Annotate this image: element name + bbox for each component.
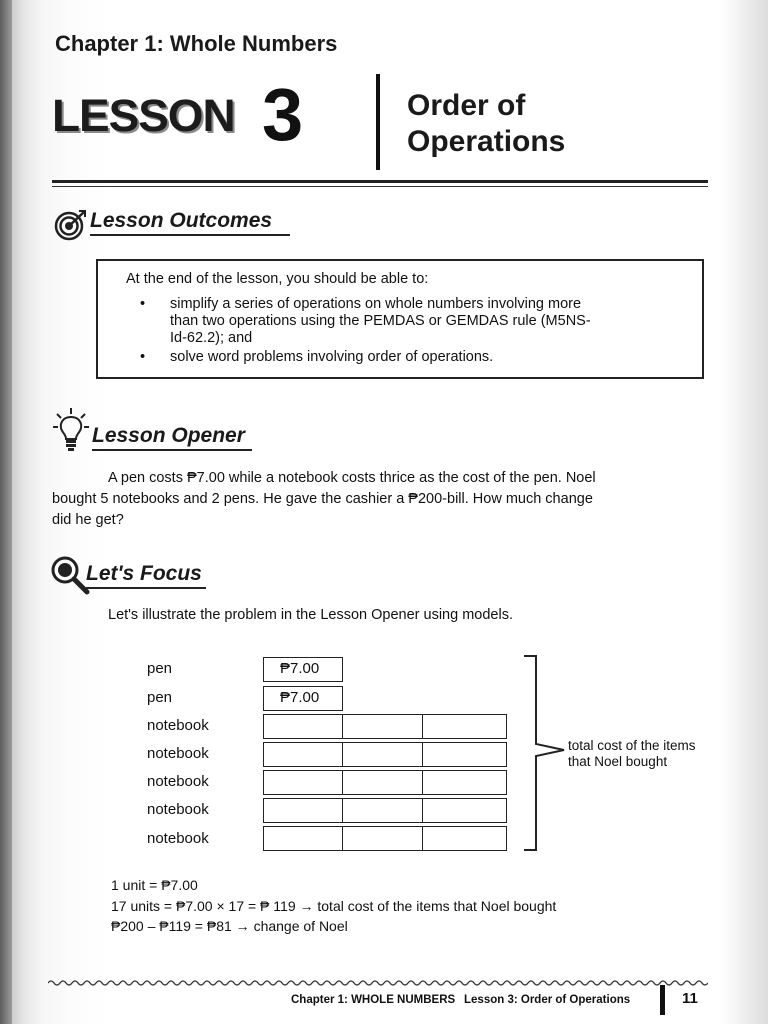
footer-wave-rule [48,978,708,988]
outcome-line: Id-62.2); and [170,330,253,346]
unit-box [263,826,343,851]
model-label: notebook [147,745,209,762]
unit-value: ₱7.00 [280,689,320,706]
page-number: 11 [682,990,698,1007]
outcome-item-text [170,296,690,347]
unit-box [263,798,343,823]
footer-lesson: Lesson 3: Order of Operations [464,994,631,1006]
unit-box [342,798,423,823]
lesson-number: 3 [262,73,304,156]
outcome-line: solve word problems involving order of operations. [170,349,494,365]
outcome-line: than two operations using the PEMDAS or GEMDAS rule (M5NS- [170,313,591,329]
unit-box [263,714,343,739]
brace-note: total cost of the items that Noel bought [568,738,696,769]
focus-heading: Let's Focus [86,562,206,589]
focus-intro: Let's illustrate the problem in the Lesson Opener using models. [108,607,513,623]
lesson-title-line2: Operations [407,125,566,158]
unit-box [342,826,423,851]
unit-box [342,770,423,795]
lightbulb-icon [52,406,90,452]
opener-line: bought 5 notebooks and 2 pens. He gave the cashier a ₱200-bill. How much change [52,491,593,507]
unit-box [342,742,423,767]
opener-text [52,468,706,531]
lesson-label: LESSON [52,90,235,141]
outcome-line: simplify a series of operations on whole numbers involving more [170,296,582,312]
outcomes-intro: At the end of the lesson, you should be able to: [126,271,429,287]
model-label: notebook [147,773,209,790]
calc-line: 17 units = ₱7.00 × 17 = ₱ 119 → total cost of the items that Noel bought [111,898,557,914]
header-rule-thin [52,186,708,187]
unit-box [263,742,343,767]
bullet-icon: • [140,296,146,312]
footer-chapter: Chapter 1: WHOLE NUMBERS [291,994,456,1006]
model-label: pen [147,660,173,677]
lesson-title-line1: Order of [407,89,526,122]
unit-box [422,770,507,795]
outcomes-heading: Lesson Outcomes [90,209,290,236]
header-rule [52,180,708,183]
opener-heading: Lesson Opener [92,424,252,451]
unit-value: ₱7.00 [280,660,320,677]
model-label: notebook [147,717,209,734]
chapter-title: Chapter 1: Whole Numbers [55,31,338,56]
lesson-title [407,88,565,160]
bullet-icon: • [140,349,146,365]
brace-bracket [520,654,566,854]
magnifier-icon [50,555,90,595]
unit-box [422,714,507,739]
title-divider [376,74,380,170]
unit-box [342,714,423,739]
binding-shadow [0,0,12,1024]
target-icon [54,209,88,241]
outcome-item-text [170,349,690,366]
model-label: notebook [147,801,209,818]
footer-divider [660,985,665,1015]
opener-line: A pen costs ₱7.00 while a notebook costs thrice as the cost of the pen. Noel [108,470,596,486]
model-label: pen [147,689,173,706]
unit-box [422,798,507,823]
unit-box [263,770,343,795]
model-label: notebook [147,830,209,847]
calc-line: ₱200 – ₱119 = ₱81 → change of Noel [111,918,348,934]
calc-line: 1 unit = ₱7.00 [111,877,198,893]
unit-box [422,742,507,767]
opener-line: did he get? [52,512,124,528]
unit-box [422,826,507,851]
